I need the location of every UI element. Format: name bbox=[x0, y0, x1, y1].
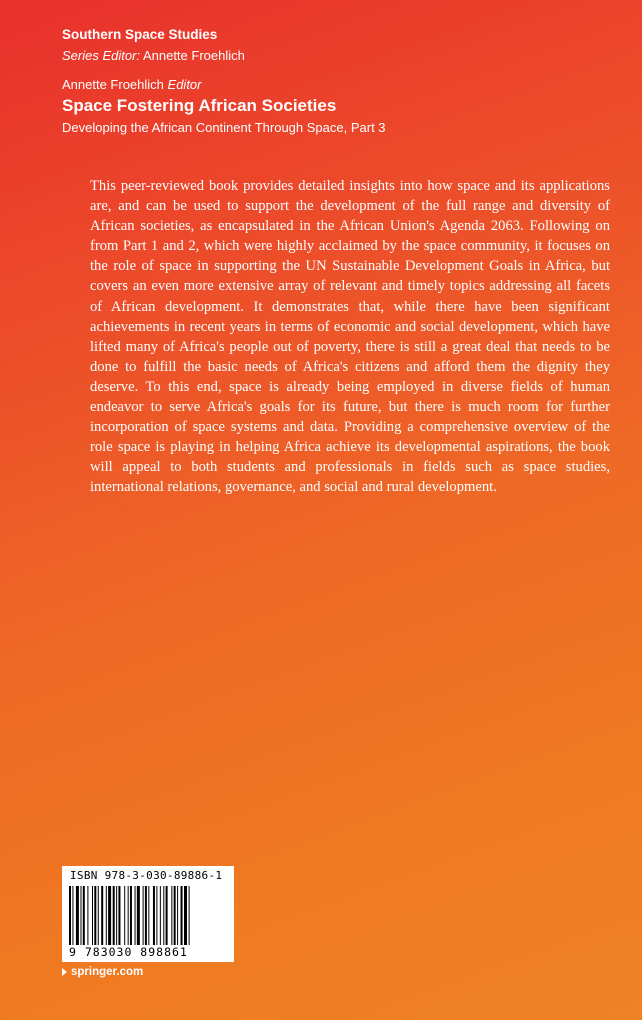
arrow-right-icon bbox=[62, 968, 67, 976]
series-editor-name: Annette Froehlich bbox=[142, 48, 245, 63]
publisher-url: springer.com bbox=[71, 966, 144, 978]
header bbox=[62, 26, 622, 137]
isbn-barcode bbox=[62, 866, 234, 962]
series-editor bbox=[62, 47, 622, 65]
publisher-link[interactable] bbox=[62, 966, 143, 978]
series-title: Southern Space Studies bbox=[62, 27, 218, 42]
book-description: This peer-reviewed book provides detailed insights into how space and its applications are, and can be used to support the development of the full range and diversity of African societies, as encapsulated in the African Union's Agenda 2063. Following on from Part 1 and 2, which were highly acclaimed by the space community, it focuses on the role of space in supporting the UN Sustainable Development Goals in Africa, but covers an even more extensive array of relevant and timely topics addressing all facets of African development. It demonstrates that, while there have been significant achievements in recent years in terms of economic and social development, which have lifted many of Africa's people out of poverty, there is still a great deal that needs to be done to fulfill the basic needs of Africa's citizens and afford them the dignity they deserve. To this end, space is already being employed in diverse fields of human endeavor to serve Africa's goals for its future, but there is much room for further incorporation of space systems and data. Providing a comprehensive overview of the role space is playing in helping Africa achieve its developmental aspirations, the book will appeal to both students and professionals in fields such as space studies, international relations, governance, and social and rural development. bbox=[90, 178, 610, 496]
series-editor-label: Series Editor: bbox=[62, 48, 141, 63]
book-editor-role: Editor bbox=[167, 77, 202, 92]
isbn-label: ISBN 978-3-030-89886-1 bbox=[70, 869, 223, 882]
book-editor bbox=[62, 76, 622, 94]
barcode-digits: 9 783030 898861 bbox=[69, 945, 227, 959]
book-editor-name: Annette Froehlich bbox=[62, 77, 164, 92]
barcode-bars bbox=[69, 886, 227, 948]
book-subtitle: Developing the African Continent Through Space, Part 3 bbox=[62, 120, 386, 135]
book-title: Space Fostering African Societies bbox=[62, 96, 337, 115]
